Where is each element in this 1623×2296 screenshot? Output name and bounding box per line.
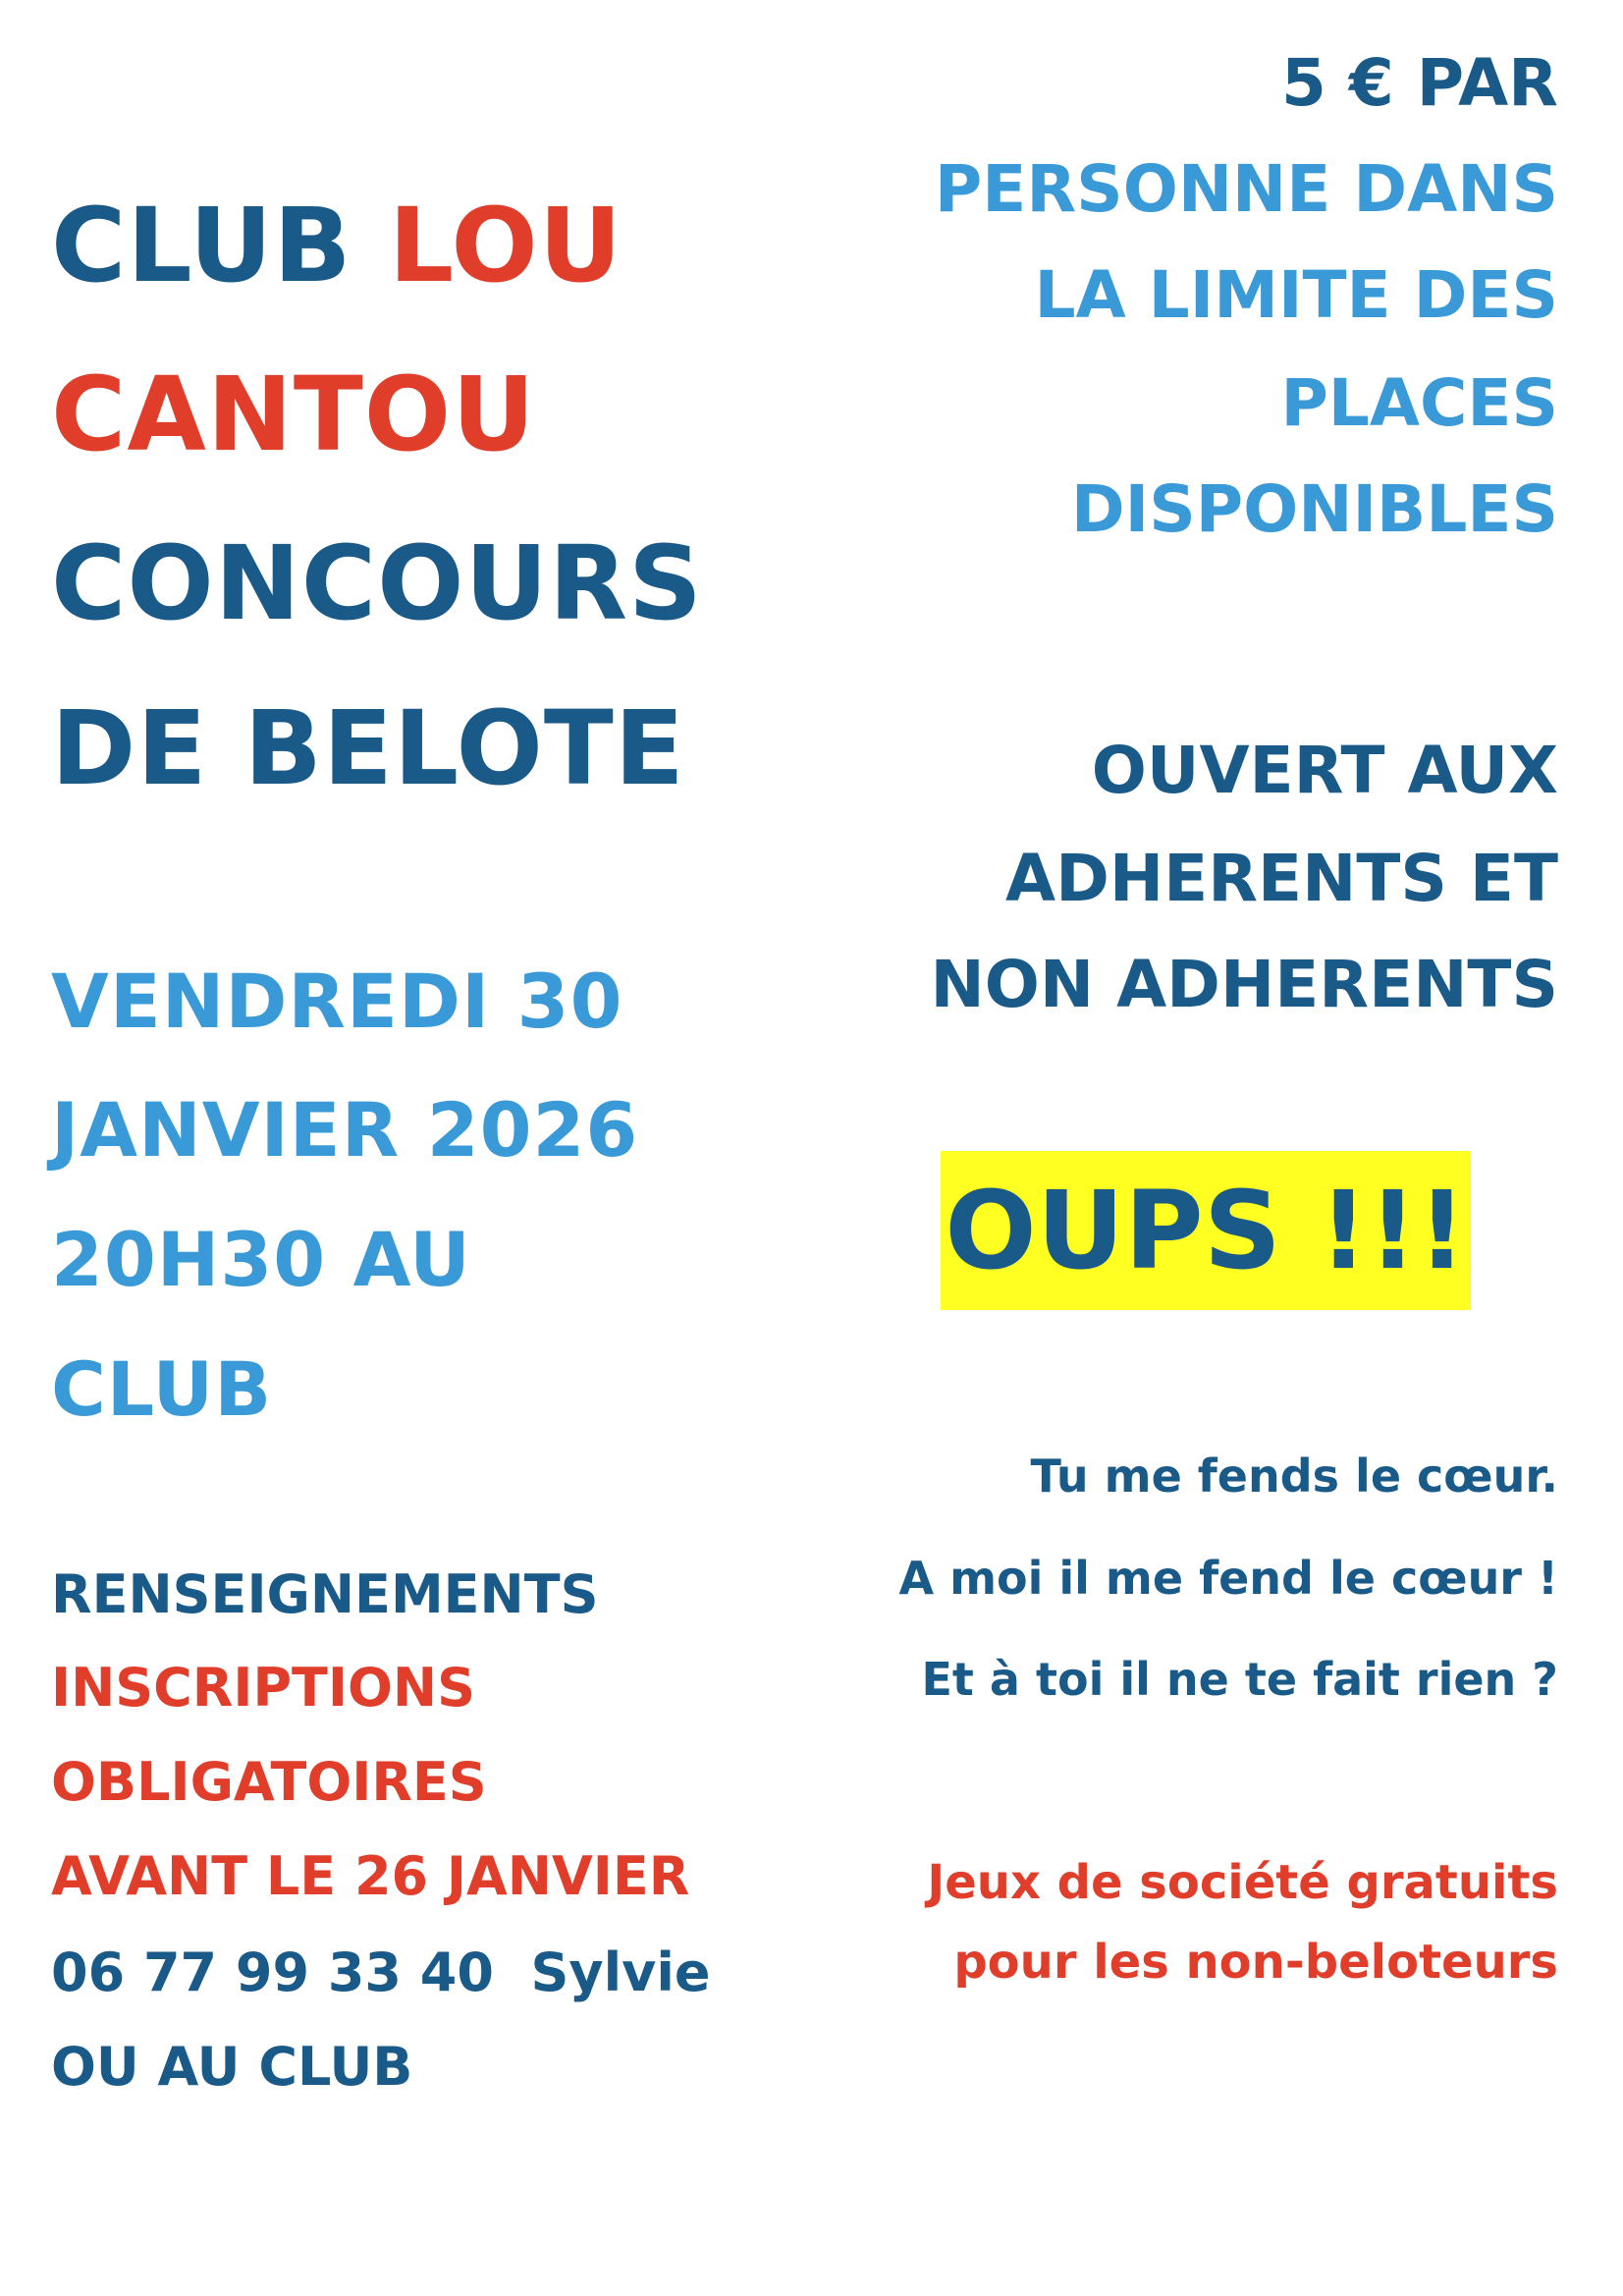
price-line-4: PLACES	[1280, 365, 1558, 441]
date-line-2: JANVIER 2026	[51, 1086, 639, 1174]
info-obligatoires: OBLIGATOIRES	[51, 1751, 487, 1813]
info-inscriptions: INSCRIPTIONS	[51, 1657, 475, 1719]
info-ou-au-club: OU AU CLUB	[51, 2036, 413, 2098]
date-line-3: 20H30 AU	[51, 1216, 471, 1303]
price-line-1: 5 € PAR	[1280, 45, 1558, 121]
games-line-1: Jeux de société gratuits	[927, 1855, 1558, 1910]
quote-line-3: Et à toi il ne te fait rien ?	[921, 1653, 1558, 1706]
info-avant: AVANT LE 26 JANVIER	[51, 1845, 690, 1907]
date-line-1: VENDREDI 30	[51, 957, 623, 1045]
title-lou: LOU	[388, 186, 623, 305]
quote-line-2: A moi il me fend le cœur !	[898, 1552, 1558, 1605]
open-line-1: OUVERT AUX	[1091, 733, 1558, 808]
oups-highlight	[941, 1151, 1471, 1310]
games-line-2: pour les non-beloteurs	[953, 1935, 1558, 1990]
price-line-3: LA LIMITE DES	[1034, 257, 1558, 333]
info-renseignements: RENSEIGNEMENTS	[51, 1563, 599, 1625]
info-phone: 06 77 99 33 40 Sylvie	[51, 1941, 711, 2003]
open-line-2: ADHERENTS ET	[1005, 841, 1558, 916]
price-line-2: PERSONNE DANS	[934, 151, 1558, 227]
title-club: CLUB	[51, 186, 352, 305]
quote-line-1: Tu me fends le cœur.	[1030, 1449, 1558, 1503]
title-cantou: CANTOU	[51, 355, 536, 474]
open-line-3: NON ADHERENTS	[930, 947, 1558, 1022]
date-line-4: CLUB	[51, 1345, 273, 1433]
title-concours: CONCOURS	[51, 523, 703, 643]
price-line-5: DISPONIBLES	[1070, 471, 1558, 547]
oups-text: OUPS !!!	[945, 1168, 1467, 1293]
title-de-belote: DE BELOTE	[51, 688, 685, 808]
